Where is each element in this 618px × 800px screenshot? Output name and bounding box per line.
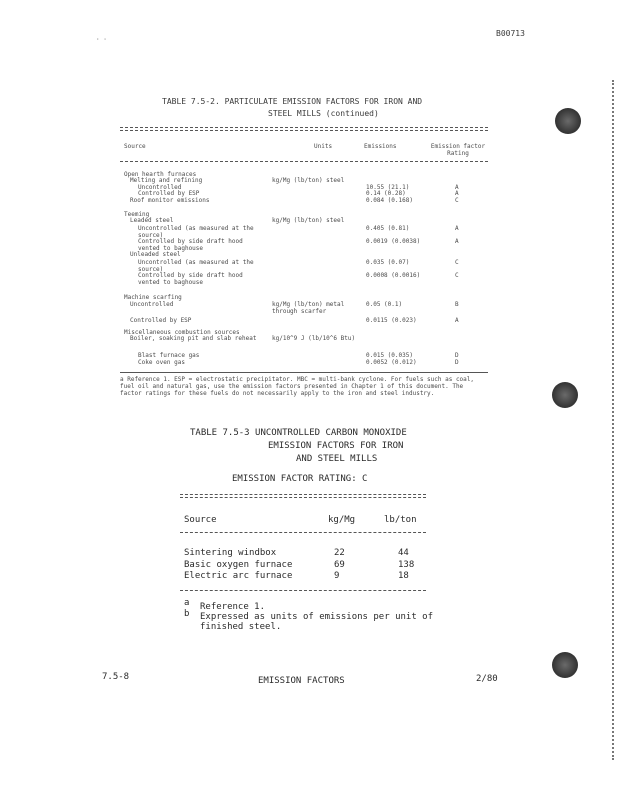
table1-row-emissions: 0.0115 (0.023) — [366, 317, 417, 324]
table1-row-source: Uncontrolled (as measured at the source) — [138, 259, 254, 273]
page-edge — [612, 80, 614, 760]
table1-footnote: a Reference 1. ESP = electrostatic precipitator. MBC = multi-bank cyclone. For fuels such as coal, fuel oil and natural gas, use the emission factors presented in Chapter 1 of this document. The factor ratings for these fuels do not necessarily apply to the iron and steel industry. — [120, 376, 475, 397]
table1-top-rule — [120, 127, 488, 128]
table1-row-source: Unleaded steel — [130, 251, 181, 258]
table1-row-rating: A — [455, 238, 459, 245]
table1-row-rating: D — [455, 352, 459, 359]
table1-row-source: Boiler, soaking pit and slab reheat — [130, 335, 257, 342]
table1-row-source: Uncontrolled — [138, 184, 182, 191]
table2-header-rule — [180, 532, 426, 533]
table2-top-rule-2 — [180, 497, 426, 498]
table1-title-line2: STEEL MILLS (continued) — [268, 109, 379, 118]
punch-hole-top — [555, 108, 581, 134]
table1-title-line1: TABLE 7.5-2. PARTICULATE EMISSION FACTORS FOR IRON AND — [162, 97, 423, 106]
table1-row-rating: A — [455, 184, 459, 191]
table2-footnote-a-marker: a — [184, 598, 190, 608]
table1-row-source: Controlled by side draft hood vented to baghouse — [138, 238, 243, 252]
footer-page-number: 7.5-8 — [102, 672, 130, 682]
table1-row-source: Roof monitor emissions — [130, 197, 210, 204]
table1-row-source: Controlled by side draft hood vented to baghouse — [138, 272, 243, 286]
table2-header-source: Source — [184, 515, 217, 525]
table1-row-units: kg/Mg (lb/ton) steel — [272, 177, 345, 184]
table1-header-units: Units — [314, 143, 333, 150]
table1-row-source: Miscellaneous combustion sources — [124, 329, 240, 336]
table1-row-units: kg/Mg (lb/ton) steel — [272, 217, 345, 224]
table2-header-kgmg: kg/Mg — [328, 515, 356, 525]
footer-title: EMISSION FACTORS — [258, 676, 345, 686]
table1-header-rating: Emission factor Rating — [430, 143, 486, 157]
table1-row-units: kg/Mg (lb/ton) metal through scarfer — [272, 301, 345, 315]
table1-row-emissions: 0.14 (0.28) — [366, 190, 406, 197]
table2-title-line3: AND STEEL MILLS — [296, 454, 378, 464]
table1-row-source: Machine scarfing — [124, 294, 182, 301]
scan-specks: · · — [96, 36, 107, 43]
table2-title-line1: TABLE 7.5-3 UNCONTROLLED CARBON MONOXIDE — [190, 428, 407, 438]
table1-row-rating: C — [455, 259, 459, 266]
table1-row-emissions: 0.05 (0.1) — [366, 301, 403, 308]
table1-row-source: Uncontrolled — [130, 301, 174, 308]
table2-row-source: Basic oxygen furnace — [184, 560, 293, 570]
table2-row-lbton: 138 — [398, 560, 415, 570]
table1-row-rating: A — [455, 190, 459, 197]
table1-row-source: Melting and refining — [130, 177, 203, 184]
table2-header-lbton: lb/ton — [384, 515, 417, 525]
table1-row-emissions: 0.405 (0.81) — [366, 225, 410, 232]
table2-rating: EMISSION FACTOR RATING: C — [232, 474, 368, 484]
table1-row-rating: C — [455, 272, 459, 279]
table1-top-rule-2 — [120, 130, 488, 131]
table1-row-emissions: 0.0052 (0.012) — [366, 359, 417, 366]
table2-row-kgmg: 69 — [334, 560, 345, 570]
page-id: B00713 — [496, 29, 525, 38]
table2-row-lbton: 18 — [398, 571, 409, 581]
table1-row-rating: A — [455, 317, 459, 324]
table1-row-source: Uncontrolled (as measured at the source) — [138, 225, 254, 239]
table1-row-emissions: 0.015 (0.035) — [366, 352, 413, 359]
table1-row-emissions: 0.035 (0.07) — [366, 259, 410, 266]
table2-row-kgmg: 22 — [334, 548, 345, 558]
table1-row-rating: C — [455, 197, 459, 204]
table1-row-source: Leaded steel — [130, 217, 174, 224]
footer-date: 2/80 — [476, 674, 498, 684]
table2-footnote-b: Expressed as units of emissions per unit of finished steel. — [200, 612, 433, 632]
table1-row-source: Controlled by ESP — [138, 190, 200, 197]
table1-row-source: Controlled by ESP — [130, 317, 192, 324]
table1-row-units: kg/10^9 J (lb/10^6 Btu) — [272, 335, 356, 342]
table1-row-rating: A — [455, 225, 459, 232]
table1-bottom-rule — [120, 372, 488, 373]
table1-row-rating: B — [455, 301, 459, 308]
table1-row-source: Teeming — [124, 211, 150, 218]
table1-row-emissions: 0.084 (0.168) — [366, 197, 413, 204]
punch-hole-bottom — [552, 652, 578, 678]
table1-row-emissions: 10.55 (21.1) — [366, 184, 410, 191]
table2-footnote-a: Reference 1. — [200, 602, 266, 612]
table2-bottom-rule — [180, 590, 426, 591]
table2-row-source: Electric arc furnace — [184, 571, 293, 581]
table1-row-source: Open hearth furnaces — [124, 171, 197, 178]
table1-header-emissions: Emissions — [364, 143, 397, 150]
table1-row-source: Blast furnace gas — [138, 352, 200, 359]
table1-header-rule — [120, 161, 488, 162]
table1-row-rating: D — [455, 359, 459, 366]
table1-row-source: Coke oven gas — [138, 359, 185, 366]
table2-row-source: Sintering windbox — [184, 548, 277, 558]
punch-hole-middle — [552, 382, 578, 408]
table2-title-line2: EMISSION FACTORS FOR IRON — [268, 441, 404, 451]
table2-row-lbton: 44 — [398, 548, 409, 558]
table1-row-emissions: 0.0008 (0.0016) — [366, 272, 421, 279]
table2-footnote-b-marker: b — [184, 609, 190, 619]
table1-row-emissions: 0.0019 (0.0038) — [366, 238, 421, 245]
table2-top-rule — [180, 494, 426, 495]
table1-header-source: Source — [124, 143, 146, 150]
table2-row-kgmg: 9 — [334, 571, 340, 581]
